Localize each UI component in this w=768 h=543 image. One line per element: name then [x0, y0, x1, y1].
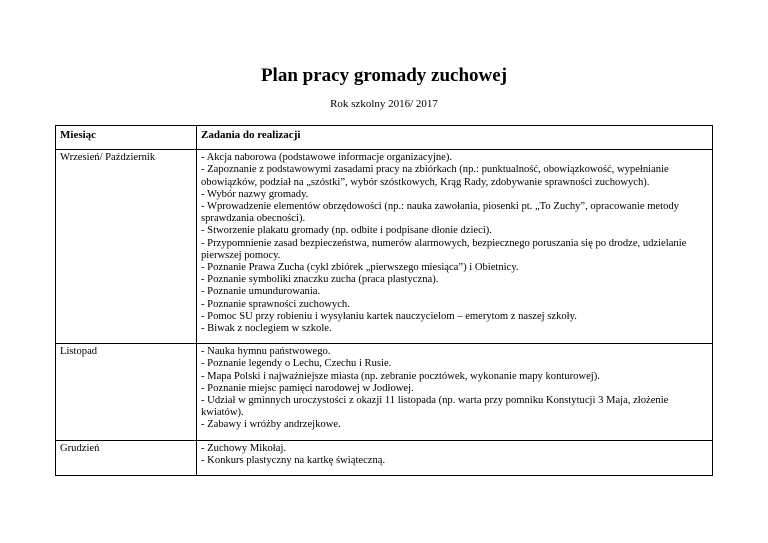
task-item: - Wybór nazwy gromady.: [201, 188, 309, 200]
task-item: - Przypomnienie zasad bezpieczeństwa, numerów alarmowych, bezpiecznego poruszania się po drodze, udzielanie pierwszej pomocy.: [201, 237, 687, 261]
task-item: - Zuchowy Mikołaj.: [201, 442, 287, 454]
task-item: - Poznanie legendy o Lechu, Czechu i Rusie.: [201, 358, 392, 370]
task-item: - Mapa Polski i najważniejsze miasta (np. zebranie pocztówek, wykonanie mapy konturowej).: [201, 370, 600, 382]
table-row-december: [56, 440, 713, 475]
task-item: - Wprowadzenie elementów obrzędowości (np.: nauka zawołania, piosenki pt. „To Zuchy”, opracowanie metody sprawdzania obecności).: [201, 201, 679, 225]
table-row-september-october: [56, 150, 713, 344]
task-item: - Zabawy i wróżby andrzejkowe.: [201, 419, 341, 431]
task-item: - Zapoznanie z podstawowymi zasadami pracy na zbiórkach (np.: punktualność, obowiązkowość, wypełnianie obowiązków, podział na „szóstki”, wybór szóstkowych, Krąg Rady, zdobywanie sprawności zuchowych).: [201, 164, 669, 188]
task-item: - Poznanie Prawa Zucha (cykl zbiórek „pierwszego miesiąca”) i Obietnicy.: [201, 262, 519, 274]
table-header-row: [56, 126, 713, 150]
tasks-cell: [197, 440, 713, 475]
task-item: - Poznanie miejsc pamięci narodowej w Jodłowej.: [201, 382, 414, 394]
plan-table: [55, 125, 713, 476]
task-item: - Nauka hymnu państwowego.: [201, 346, 331, 358]
task-item: - Akcja naborowa (podstawowe informacje organizacyjne).: [201, 152, 453, 164]
month-cell: Wrzesień/ Październik: [56, 150, 197, 344]
table-row-november: [56, 344, 713, 440]
school-year-subtitle: Rok szkolny 2016/ 2017: [330, 98, 438, 110]
task-item: - Stworzenie plakatu gromady (np. odbite i podpisane dłonie dzieci).: [201, 225, 492, 237]
task-item: - Biwak z noclegiem w szkole.: [201, 323, 332, 335]
document-title: Plan pracy gromady zuchowej: [260, 65, 508, 86]
column-header-tasks: Zadania do realizacji: [197, 126, 713, 150]
tasks-cell: [197, 150, 713, 344]
task-item: - Poznanie symboliki znaczku zucha (praca plastyczna).: [201, 274, 439, 286]
column-header-month: Miesiąc: [56, 126, 197, 150]
task-item: - Konkurs plastyczny na kartkę świąteczną.: [201, 454, 386, 466]
month-cell: Listopad: [56, 344, 197, 440]
task-item: - Poznanie sprawności zuchowych.: [201, 298, 350, 310]
month-cell: Grudzień: [56, 440, 197, 475]
task-item: - Pomoc SU przy robieniu i wysyłaniu kartek nauczycielom – emerytom z naszej szkoły.: [201, 310, 577, 322]
task-item: - Poznanie umundurowania.: [201, 286, 321, 298]
task-item: - Udział w gminnych uroczystości z okazji 11 listopada (np. warta przy pomniku Konstytucji 3 Maja, złożenie kwiatów).: [201, 395, 669, 419]
tasks-cell: [197, 344, 713, 440]
